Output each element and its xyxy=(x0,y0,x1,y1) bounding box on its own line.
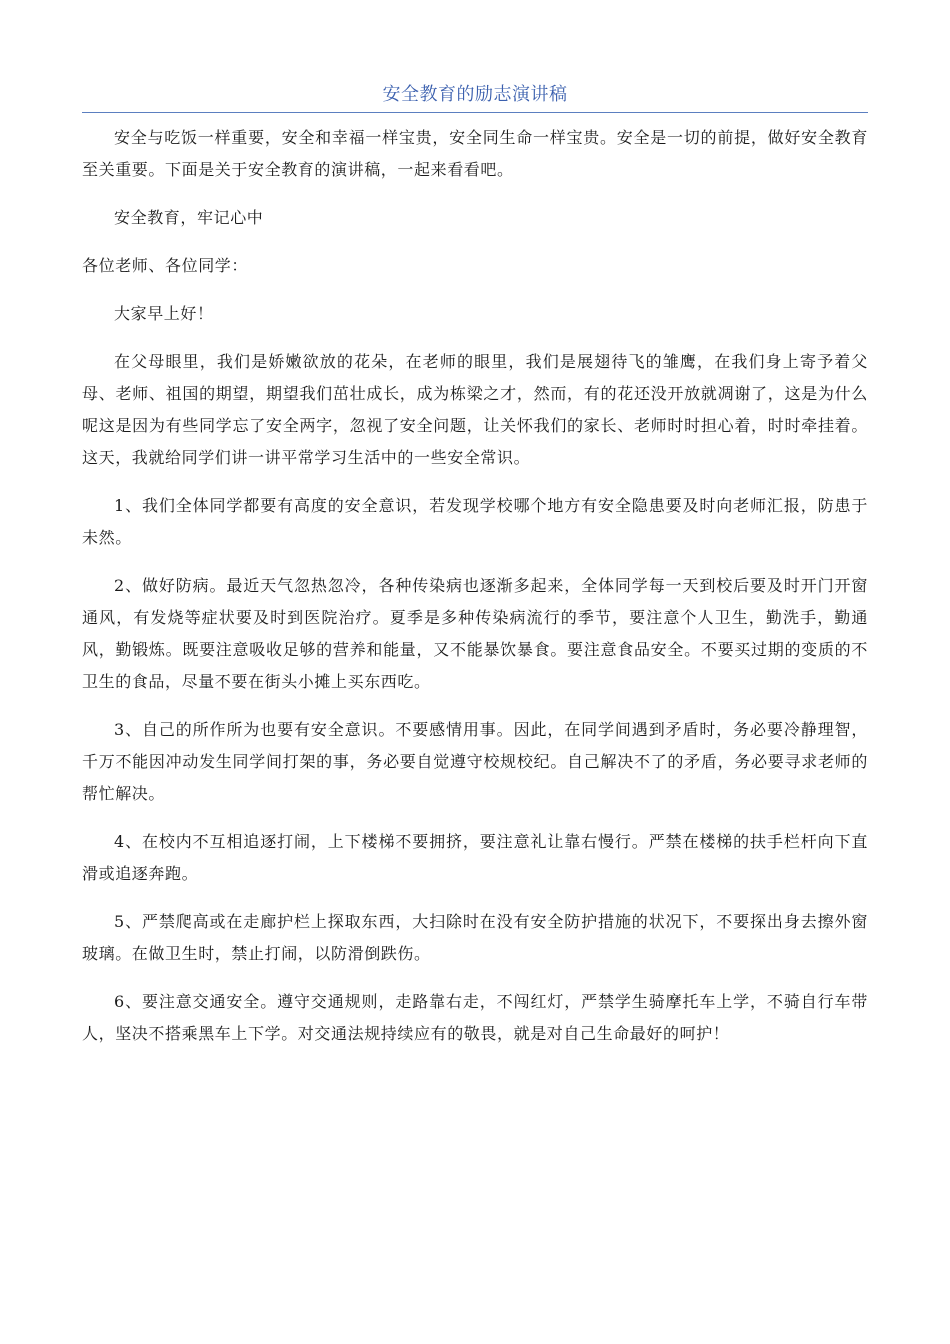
greeting: 大家早上好！ xyxy=(114,304,214,323)
list-item-6: 6、要注意交通安全。遵守交通规则，走路靠右走，不闯红灯，严禁学生骑摩托车上学，不骑自行车带人，坚决不搭乘黑车上下学。对交通法规持续应有的敬畏，就是对自己生命最好的呵护！ xyxy=(82,992,868,1043)
list-item-1: 1、我们全体同学都要有高度的安全意识，若发现学校哪个地方有安全隐患要及时向老师汇报，防患于未然。 xyxy=(82,496,868,547)
list-item-2: 2、做好防病。最近天气忽热忽冷，各种传染病也逐渐多起来，全体同学每一天到校后要及时开门开窗通风，有发烧等症状要及时到医院治疗。夏季是多种传染病流行的季节，要注意个人卫生，勤洗手，勤通风，勤锻炼。既要注意吸收足够的营养和能量，又不能暴饮暴食。要注意食品安全。不要买过期的变质的不卫生的食品，尽量不要在街头小摊上买东西吃。 xyxy=(82,576,868,691)
document-body xyxy=(82,122,868,1066)
list-item-3: 3、自己的所作所为也要有安全意识。不要感情用事。因此，在同学间遇到矛盾时，务必要冷静理智，千万不能因冲动发生同学间打架的事，务必要自觉遵守校规校纪。自己解决不了的矛盾，务必要寻求老师的帮忙解决。 xyxy=(82,720,868,803)
list-item-5: 5、严禁爬高或在走廊护栏上探取东西，大扫除时在没有安全防护措施的状况下，不要探出身去擦外窗玻璃。在做卫生时，禁止打闹，以防滑倒跌伤。 xyxy=(82,912,868,963)
speech-subtitle: 安全教育，牢记心中 xyxy=(114,208,264,227)
list-item-4: 4、在校内不互相追逐打闹，上下楼梯不要拥挤，要注意礼让靠右慢行。严禁在楼梯的扶手栏杆向下直滑或追逐奔跑。 xyxy=(82,832,868,883)
body-paragraph: 在父母眼里，我们是娇嫩欲放的花朵，在老师的眼里，我们是展翅待飞的雏鹰，在我们身上寄予着父母、老师、祖国的期望，期望我们茁壮成长，成为栋梁之才，然而，有的花还没开放就凋谢了，这是为什么呢这是因为有些同学忘了安全两字，忽视了安全问题，让关怀我们的家长、老师时时担心着，时时牵挂着。这天，我就给同学们讲一讲平常学习生活中的一些安全常识。 xyxy=(82,352,868,467)
page-header xyxy=(82,78,868,113)
intro-paragraph: 安全与吃饭一样重要，安全和幸福一样宝贵，安全同生命一样宝贵。安全是一切的前提，做好安全教育至关重要。下面是关于安全教育的演讲稿，一起来看看吧。 xyxy=(82,128,868,179)
document-title: 安全教育的励志演讲稿 xyxy=(382,84,568,105)
salutation: 各位老师、各位同学： xyxy=(82,256,249,275)
